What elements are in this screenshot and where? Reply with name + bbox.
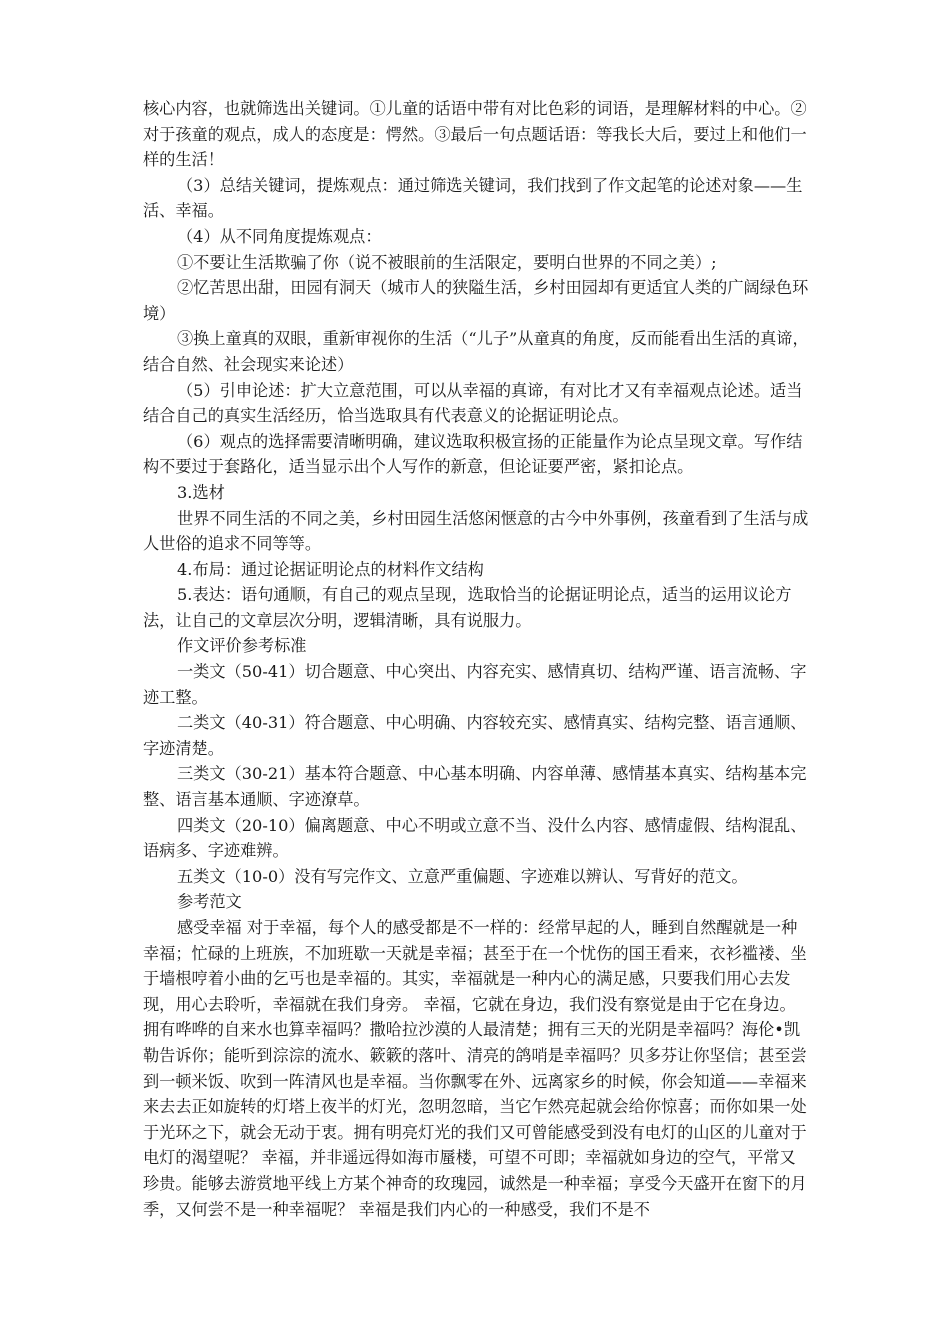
paragraph: （5）引申论述：扩大立意范围，可以从幸福的真谛，有对比才又有幸福观点论述。适当结合自己的真实生活经历，恰当选取具有代表意义的论据证明论点。 [143, 380, 803, 426]
paragraph: （4）从不同角度提炼观点： [177, 226, 382, 246]
paragraph: ①不要让生活欺骗了你（说不被眼前的生活限定，要明白世界的不同之美）; [177, 252, 717, 272]
paragraph: 感受幸福 对于幸福，每个人的感受都是不一样的：经常早起的人，睡到自然醒就是一种幸福；忙碌的上班族，不加班歇一天就是幸福；甚至于在一个忧伤的国王看来，衣衫褴褛、坐于墙根哼着小曲的乞丐也是幸福的。其实，幸福就是一种内心的满足感，只要我们用心去发现，用心去聆听，幸福就在我们身旁。 幸福，它就在身边，我们没有察觉是由于它在身边。拥有哗哗的自来水也算幸福吗？撒哈拉沙漠的人最清楚；拥有三天的光阴是幸福吗？海伦•凯勒告诉你；能听到淙淙的流水、簌簌的落叶、清亮的鸽哨是幸福吗？贝多芬让你坚信；甚至尝到一顿米饭、吹到一阵清风也是幸福。当你飘零在外、远离家乡的时候，你会知道——幸福来来去去正如旋转的灯塔上夜半的灯光，忽明忽暗，当它乍然亮起就会给你惊喜；而你如果一处于光环之下，就会无动于衷。拥有明亮灯光的我们又可曾能感受到没有电灯的山区的儿童对于电灯的渴望呢？ 幸福，并非遥远得如海市蜃楼，可望不可即；幸福就如身边的空气，平常又珍贵。能够去游赏地平线上方某个神奇的玫瑰园，诚然是一种幸福；享受今天盛开在窗下的月季，又何尝不是一种幸福呢？ 幸福是我们内心的一种感受，我们不是不 [143, 918, 807, 1219]
document-body [143, 96, 811, 1222]
paragraph: 参考范文 [177, 892, 242, 912]
paragraph: 二类文（40-31）符合题意、中心明确、内容较充实、感情真实、结构完整、语言通顺、字迹清楚。 [143, 713, 807, 758]
paragraph: 世界不同生活的不同之美，乡村田园生活悠闲惬意的古今中外事例，孩童看到了生活与成人世俗的追求不同等等。 [143, 508, 809, 554]
paragraph: 一类文（50-41）切合题意、中心突出、内容充实、感情真切、结构严谨、语言流畅、字迹工整。 [143, 662, 807, 707]
paragraph: 4.布局：通过论据证明论点的材料作文结构 [177, 559, 484, 579]
paragraph: 作文评价参考标准 [177, 636, 307, 656]
paragraph: 核心内容，也就筛选出关键词。①儿童的话语中带有对比色彩的词语，是理解材料的中心。②对于孩童的观点，成人的态度是：愕然。③最后一句点题话语：等我长大后，要过上和他们一样的生活！ [143, 99, 807, 170]
paragraph: 五类文（10-0）没有写完作文、立意严重偏题、字迹难以辨认、写背好的范文。 [177, 866, 748, 886]
paragraph: 5.表达：语句通顺，有自己的观点呈现，选取恰当的论据证明论点，适当的运用议论方法，让自己的文章层次分明，逻辑清晰，具有说服力。 [143, 585, 792, 630]
paragraph: 3.选材 [177, 482, 225, 502]
paragraph: （3）总结关键词，提炼观点：通过筛选关键词，我们找到了作文起笔的论述对象——生活、幸福。 [143, 175, 803, 221]
paragraph: ②忆苦思出甜，田园有洞天（城市人的狭隘生活，乡村田园却有更适宜人类的广阔绿色环境） [143, 278, 809, 323]
paragraph: ③换上童真的双眼，重新审视你的生活（“儿子”从童真的角度，反而能看出生活的真谛，结合自然、社会现实来论述） [143, 329, 809, 374]
paragraph: 四类文（20-10）偏离题意、中心不明或立意不当、没什么内容、感情虚假、结构混乱、语病多、字迹难辨。 [143, 815, 807, 861]
paragraph: （6）观点的选择需要清晰明确，建议选取积极宣扬的正能量作为论点呈现文章。写作结构不要过于套路化，适当显示出个人写作的新意，但论证要严密，紧扣论点。 [143, 431, 803, 477]
paragraph: 三类文（30-21）基本符合题意、中心基本明确、内容单薄、感情基本真实、结构基本完整、语言基本通顺、字迹潦草。 [143, 764, 807, 810]
